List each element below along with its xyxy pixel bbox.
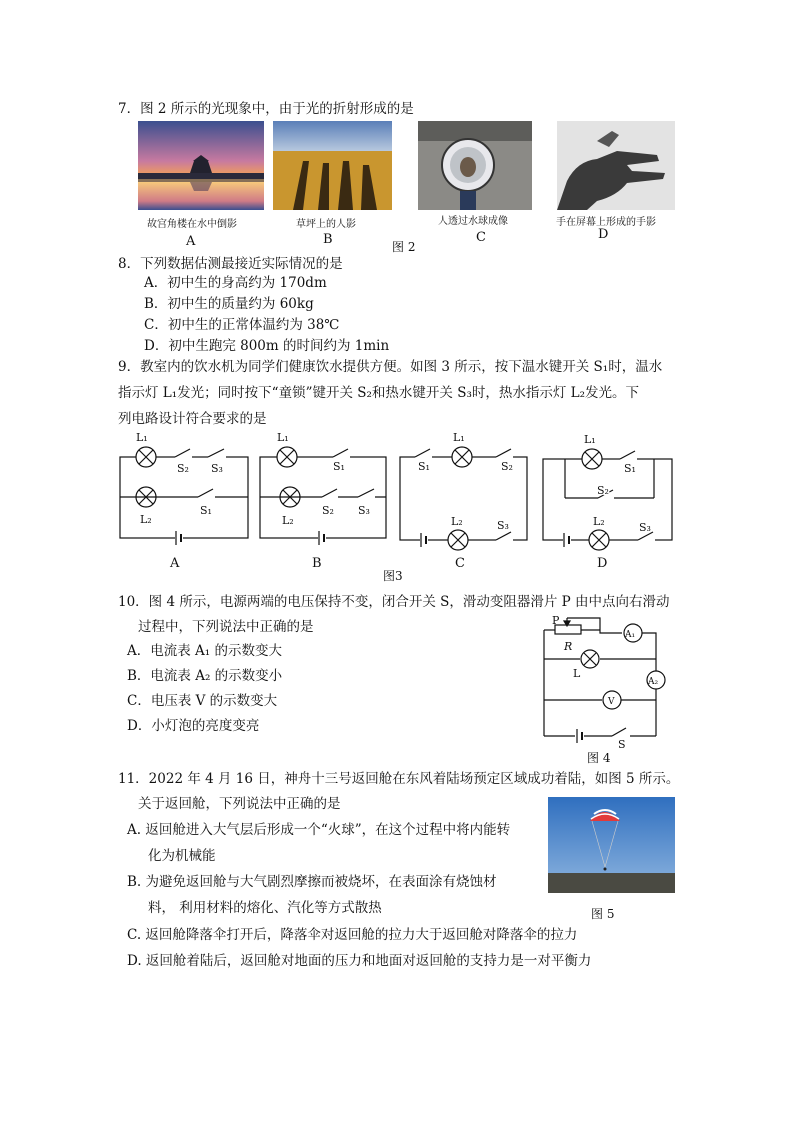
q8-option-c: C．初中生的正常体温约为 38℃	[144, 317, 340, 333]
q10-label-s: S	[618, 738, 626, 751]
q9-line-2: 指示灯 L₁发光；同时按下“童锁”键开关 S₂和热水键开关 S₃时，热水指示灯 L₂发光。下	[118, 385, 640, 401]
q10-option-b: B．电流表 A₂ 的示数变小	[127, 668, 283, 684]
q10-line-2: 过程中，下列说法中正确的是	[138, 619, 314, 635]
q9-line-1: 9．教室内的饮水机为同学们健康饮水提供方便。如图 3 所示，按下温水键开关 S₁时，温水	[118, 359, 663, 375]
b-label-s1: S₁	[333, 460, 345, 473]
q7-photo-b	[273, 121, 392, 210]
q11-option-d: D. 返回舱着陆后，返回舱对地面的压力和地面对返回舱的支持力是一对平衡力	[127, 953, 592, 969]
q10-option-a: A．电流表 A₁ 的示数变大	[127, 643, 282, 659]
circuit-b	[260, 447, 386, 545]
q7-caption-d: 手在屏幕上形成的手影	[556, 217, 656, 228]
q11-option-a-1: A. 返回舱进入大气层后形成一个“火球”，在这个过程中将内能转	[127, 822, 511, 838]
q10-line-1: 10．图 4 所示，电源两端的电压保持不变，闭合开关 S，滑动变阻器滑片 P 由中点向右滑动	[118, 594, 670, 610]
c-label-l1: L₁	[453, 431, 465, 444]
circuit-d	[543, 449, 672, 550]
q7-stem: 7．图 2 所示的光现象中，由于光的折射形成的是	[118, 101, 414, 117]
q10-option-c: C．电压表 V 的示数变大	[127, 693, 278, 709]
a-label-l1: L₁	[136, 431, 148, 444]
q10-label-r: R	[564, 640, 573, 653]
q9-letter-a: A	[170, 556, 180, 571]
q10-circuit-figure	[536, 610, 676, 770]
c-label-s2: S₂	[501, 460, 513, 473]
q9-figure-label: 图3	[383, 569, 403, 583]
q9-line-3: 列电路设计符合要求的是	[118, 411, 267, 427]
a-label-l2: L₂	[140, 513, 152, 526]
a-label-s2: S₂	[177, 462, 189, 475]
q7-caption-b: 草坪上的人影	[296, 219, 356, 230]
b-label-s2: S₂	[322, 504, 334, 517]
q10-label-l: L	[573, 667, 581, 680]
q11-line-2: 关于返回舱，下列说法中正确的是	[138, 796, 341, 812]
b-label-l2: L₂	[282, 514, 294, 527]
q7-letter-a: A	[186, 234, 196, 249]
q10-figure-label: 图 4	[587, 751, 611, 765]
q7-letter-c: C	[476, 230, 486, 245]
a-label-s3: S₃	[211, 462, 223, 475]
q7-letter-d: D	[598, 227, 609, 242]
d-label-s2: S₂	[597, 484, 609, 497]
b-label-l1: L₁	[277, 431, 289, 444]
q11-option-c: C. 返回舱降落伞打开后，降落伞对返回舱的拉力大于返回舱对降落伞的拉力	[127, 927, 578, 943]
q11-line-1: 11．2022 年 4 月 16 日，神舟十三号返回舱在东风着陆场预定区域成功着陆，如图 5 所示。	[118, 771, 680, 787]
q9-letter-d: D	[597, 556, 608, 571]
q7-photo-a	[138, 121, 264, 210]
d-label-s3: S₃	[639, 521, 651, 534]
q7-caption-c: 人透过水球成像	[438, 216, 508, 227]
q7-photo-c	[418, 121, 532, 210]
b-label-s3: S₃	[358, 504, 370, 517]
q10-option-d: D．小灯泡的亮度变亮	[127, 718, 260, 734]
c-label-l2: L₂	[451, 515, 463, 528]
q10-label-p: P	[552, 614, 560, 627]
q11-option-a-2: 化为机械能	[148, 848, 216, 864]
d-label-s1: S₁	[624, 462, 636, 475]
q9-letter-c: C	[455, 556, 465, 571]
c-label-s1: S₁	[418, 460, 430, 473]
q9-letter-b: B	[312, 556, 322, 571]
q10-label-a1: A₁	[625, 630, 636, 640]
q7-photo-d	[557, 121, 675, 210]
q8-stem: 8．下列数据估测最接近实际情况的是	[118, 256, 343, 272]
d-label-l1: L₁	[584, 433, 596, 446]
q11-photo	[548, 797, 675, 893]
d-label-l2: L₂	[593, 515, 605, 528]
c-label-s3: S₃	[497, 519, 509, 532]
q8-option-b: B．初中生的质量约为 60kg	[144, 296, 314, 312]
a-label-s1: S₁	[200, 504, 212, 517]
q11-option-b-2: 料， 利用材料的熔化、汽化等方式散热	[148, 900, 382, 916]
q10-label-a2: A₂	[648, 677, 659, 687]
q10-label-v: V	[608, 697, 615, 707]
q8-option-d: D．初中生跑完 800m 的时间约为 1min	[144, 338, 390, 354]
q7-figure-label: 图 2	[392, 240, 416, 254]
q7-caption-a: 故宫角楼在水中倒影	[147, 219, 237, 230]
q8-option-a: A．初中生的身高约为 170dm	[144, 275, 327, 291]
q11-option-b-1: B. 为避免返回舱与大气剧烈摩擦而被烧坏，在表面涂有烧蚀材	[127, 874, 497, 890]
q11-figure-label: 图 5	[591, 907, 615, 921]
q7-letter-b: B	[323, 232, 333, 247]
